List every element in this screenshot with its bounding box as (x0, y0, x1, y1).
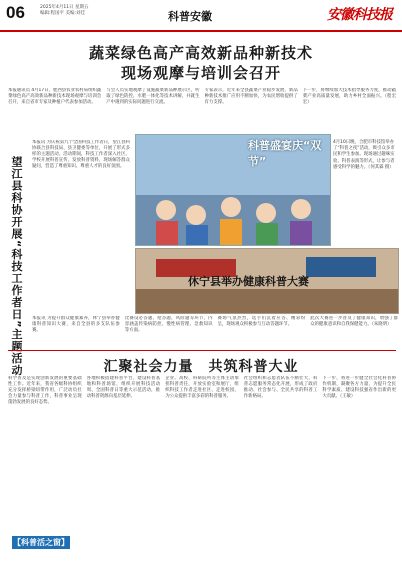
article1-column: 与会人员实地观摩了设施蔬菜新品种展示区，听取了绿色防控、水肥一体化等技术讲解，并就生产中遇到的实际问题进行交流。 (106, 88, 200, 106)
article1-column: 专家表示，近年来全县蔬菜产业稳步发展，新品种新技术推广应用不断加快，为农民增收提供了有力支撑。 (204, 88, 298, 106)
article2-body: 本报讯 为庆祝第九个全国科技工作者日，望江县科协联合县科技局、县卫健委等单位，开展了形式多样的主题活动。活动期间，科技工作者深入社区、学校开展科普宣传，发放科普资料，现场解答群众疑问，营造了尊重知识、尊重人才的良好氛围。 (32, 140, 130, 170)
article1-title-line2: 现场观摩与培训会召开 (120, 64, 281, 82)
newspaper-logo: 安徽科技报 (327, 7, 392, 23)
science-event-photo (135, 134, 331, 246)
article3-body (32, 316, 398, 348)
article4-column: 科学普及是实现创新发展的重要基础性工作。近年来，我省各级科协组织充分发挥桥梁纽带作用，广泛动员社会力量参与科普工作，科普事业呈现蓬勃发展的良好态势。 (8, 376, 82, 406)
article4-title: 汇聚社会力量 共筑科普大业 (103, 359, 299, 375)
health-contest-photo (135, 248, 399, 314)
article1-title-line1: 蔬菜绿色高产高效新品种新技术 (88, 44, 313, 62)
article1-body (8, 88, 396, 126)
article3-column: 赛场气氛热烈，选手们沉着应答、精彩纷呈，现场观众积极参与互动答题环节。 (217, 316, 306, 328)
article3-column: 此次大赛进一步普及了健康知识，增强了群众的健康意识和自我保健能力。（朱晓明） (310, 316, 398, 328)
issue-info (40, 5, 88, 17)
article1-column: 本报通讯员 4月17日，肥西县农业农村局组织蔬菜绿色高产高效新品种新技术现场观摩与培训会召开，来自省市专家及种植户代表参加活动。 (8, 88, 102, 106)
photo1-headline: 科普盛宴庆“双节” (248, 139, 322, 168)
vertical-headline: 望江县科协开展“科技工作者日”主题活动 (10, 156, 23, 377)
article4-column: 社会组织和志愿者队伍不断壮大，科普志愿服务常态化开展，形成了政府推动、社会参与、全民共享的科普工作新格局。 (243, 376, 318, 400)
article4-column: 企业、高校、科研院所等主体主动承担科普责任，开放实验室和展厅，组织科技工作者走进社区、走进校园，为公众提供丰富多彩的科普服务。 (165, 376, 239, 400)
issue-date: 2025年4月11日 星期五 (40, 5, 89, 10)
editor-credit: 编辑:程国平 美编:刘佳 (40, 11, 85, 16)
page-header (0, 0, 402, 32)
column-tag: 【科普活之窗】 (13, 538, 69, 547)
section-title: 科普安徽 (168, 10, 212, 23)
article3-column: 本报讯 为提升群众健康素养，休宁县举办健康科普知识大赛，来自全县的多支队伍参赛。 (32, 316, 120, 334)
article4-column: 各地积极搭建科普平台，建设科普基地和科普场馆，组织开展科技活动周、全国科普日等重大示范活动，推动科普资源向基层延伸。 (86, 376, 161, 400)
photo2-headline: 休宁县举办健康科普大赛 (188, 275, 309, 288)
article1-column: 下一步，将继续加大技术指导服务力度，推动蔬菜产业高质量发展，助力乡村全面振兴。（程宏宏） (302, 88, 396, 106)
section-divider (8, 350, 396, 351)
page-number: 06 (6, 3, 25, 22)
photo1-caption: 4月10日晚，合肥市科技馆举办了“科普之夜”活动，吸引众多市民和学生参加。现场通过趣味实验、科普表演等形式，让参与者感受科学的魅力。（何其霖 摄） (333, 140, 395, 170)
article4-column: 下一步，将进一步健全社会化科普协作机制，凝聚各方力量，为提升全民科学素质、建设科技强省作出新的更大贡献。（王敏） (322, 376, 396, 400)
article3-column: 比赛设必答题、抢答题、风险题等环节，内容涵盖传染病防控、慢性病管理、急救知识等方面。 (124, 316, 213, 334)
